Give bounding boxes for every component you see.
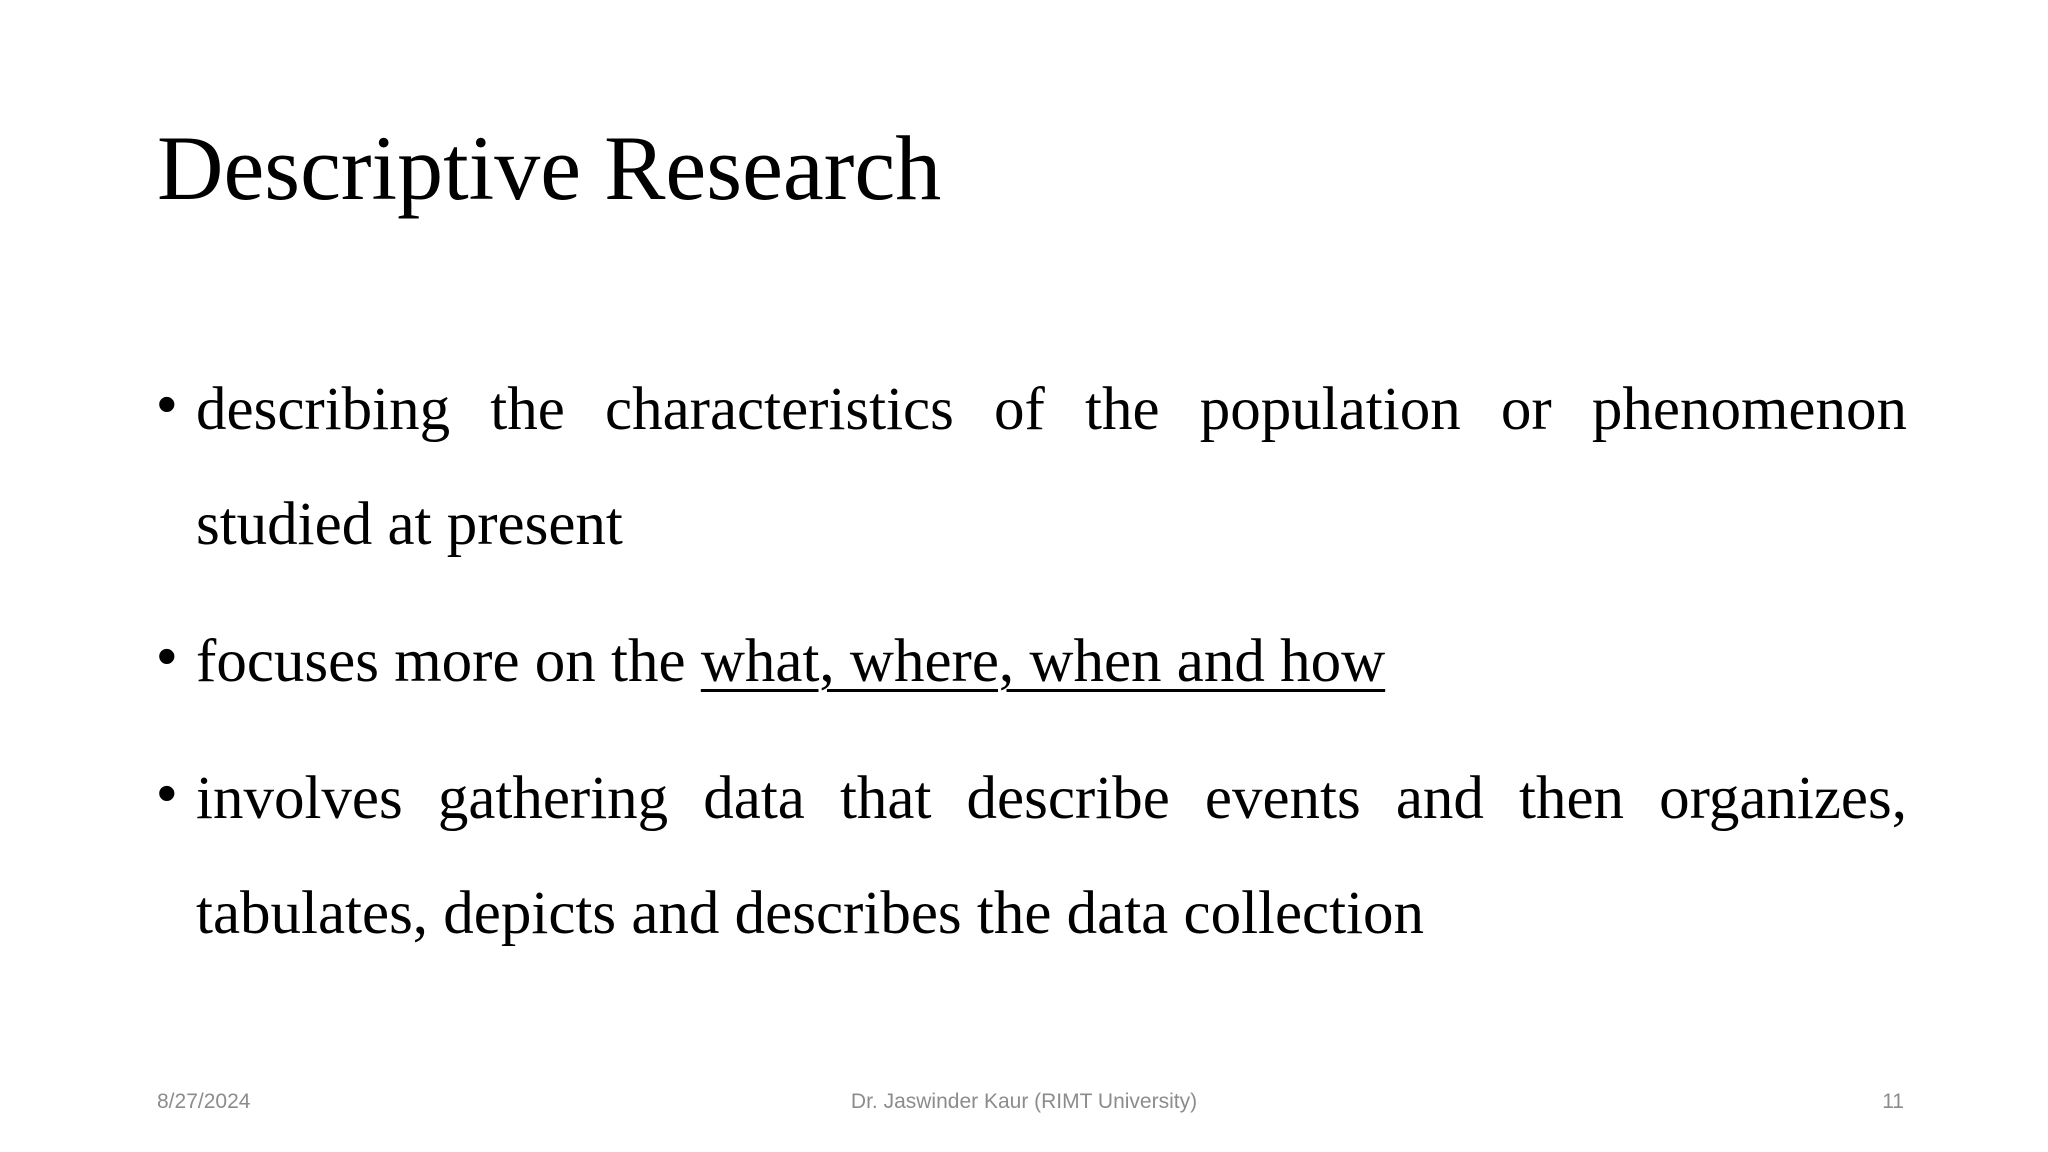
bullet-text: involves gathering data that describe events and then organizes, tabulates, depicts and describes the data collection — [196, 765, 1907, 947]
bullet-item-2 — [157, 604, 1907, 719]
footer-author: Dr. Jaswinder Kaur (RIMT University) — [850, 1090, 1198, 1113]
footer-page-number: 11 — [1882, 1090, 1904, 1113]
bullet-underlined-text: what, where, when and how — [700, 628, 1386, 695]
bullet-list — [157, 352, 1907, 993]
bullet-item-1 — [157, 352, 1907, 582]
bullet-text: describing the characteristics of the population or phenomenon studied at present — [196, 376, 1907, 558]
bullet-text: focuses more on the — [196, 628, 701, 695]
slide-title: Descriptive Research — [157, 117, 942, 219]
bullet-item-3 — [157, 741, 1907, 971]
footer-date: 8/27/2024 — [157, 1090, 251, 1113]
